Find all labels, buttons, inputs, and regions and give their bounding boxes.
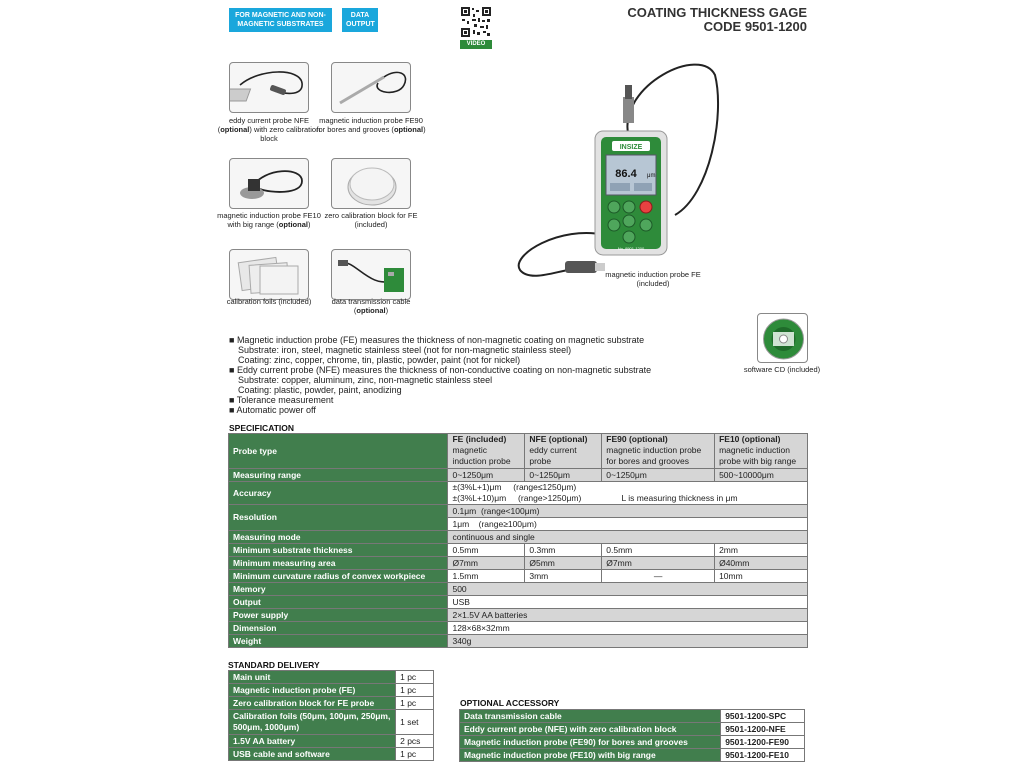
- spec-label: Accuracy: [229, 482, 448, 505]
- spec-cell: 0.1μm (range<100μm): [448, 505, 808, 518]
- spec-row-output: [229, 596, 808, 609]
- feature-list: [229, 335, 651, 415]
- spec-cell: 500: [448, 583, 808, 596]
- optional-row: [460, 749, 805, 762]
- spec-cell: 10mm: [715, 570, 808, 583]
- spec-row-measuring-range: [229, 469, 808, 482]
- spec-col-nfe: NFE (optional) eddy current probe: [525, 434, 602, 469]
- delivery-qty: 1 pc: [396, 684, 434, 697]
- spec-row-min-substrate: [229, 544, 808, 557]
- optional-item: Eddy current probe (NFE) with zero calibration block: [460, 723, 721, 736]
- delivery-item: Main unit: [229, 671, 396, 684]
- qr-code[interactable]: [460, 6, 492, 48]
- spec-cell: 0~1250μm: [602, 469, 715, 482]
- spec-row-min-area: [229, 557, 808, 570]
- software-cd-image: [757, 313, 808, 363]
- feature-subitem: Substrate: copper, aluminum, zinc, non-magnetic stainless steel: [238, 375, 493, 385]
- spec-label: Measuring range: [229, 469, 448, 482]
- spec-row-memory: [229, 583, 808, 596]
- spec-label: Output: [229, 596, 448, 609]
- fe10-probe-caption: magnetic induction probe FE10 with big range (optional): [217, 211, 321, 229]
- delivery-item: Magnetic induction probe (FE): [229, 684, 396, 697]
- spec-label: Minimum substrate thickness: [229, 544, 448, 557]
- delivery-row: [229, 710, 434, 735]
- delivery-row: [229, 748, 434, 761]
- optional-code: 9501-1200-SPC: [721, 710, 805, 723]
- delivery-qty: 1 pc: [396, 697, 434, 710]
- standard-delivery-heading: STANDARD DELIVERY: [228, 660, 320, 670]
- spec-cell: 0.5mm: [602, 544, 715, 557]
- software-cd-caption: software CD (included): [743, 365, 821, 374]
- delivery-qty: 1 pc: [396, 671, 434, 684]
- feature-subitem: Coating: zinc, copper, chrome, tin, plastic, powder, paint (not for nickel): [238, 355, 521, 365]
- spec-label: Memory: [229, 583, 448, 596]
- spec-cell: 3mm: [525, 570, 602, 583]
- spec-col-fe90: FE90 (optional) magnetic induction probe for bores and grooves: [602, 434, 715, 469]
- device-model: No. 9501-1200: [617, 246, 645, 251]
- delivery-qty: 2 pcs: [396, 735, 434, 748]
- delivery-item: Calibration foils (50μm, 100μm, 250μm, 500μm, 1000μm): [229, 710, 396, 735]
- delivery-qty: 1 set: [396, 710, 434, 735]
- delivery-item: Zero calibration block for FE probe: [229, 697, 396, 710]
- delivery-item: USB cable and software: [229, 748, 396, 761]
- spec-cell: 500~10000μm: [715, 469, 808, 482]
- product-code: CODE 9501-1200: [703, 19, 807, 34]
- spec-cell: Ø7mm: [448, 557, 525, 570]
- optional-accessory-table: [459, 709, 805, 762]
- calibration-block-image: [331, 158, 411, 209]
- spec-header-row: [229, 434, 808, 469]
- substrates-badge: FOR MAGNETIC AND NON-MAGNETIC SUBSTRATES: [229, 8, 332, 32]
- spec-row-min-curvature: [229, 570, 808, 583]
- device-brand: INSIZE: [619, 144, 643, 151]
- spec-row-accuracy: [229, 482, 808, 505]
- optional-row: [460, 723, 805, 736]
- spec-cell: 128×68×32mm: [448, 622, 808, 635]
- spec-row-measuring-mode: [229, 531, 808, 544]
- optional-item: Magnetic induction probe (FE10) with big range: [460, 749, 721, 762]
- calibration-foils-image: [229, 249, 309, 300]
- delivery-row: [229, 735, 434, 748]
- probe-type-label: Probe type: [229, 434, 448, 469]
- delivery-item: 1.5V AA battery: [229, 735, 396, 748]
- optional-row: [460, 736, 805, 749]
- feature-item: ■ Eddy current probe (NFE) measures the thickness of non-conductive coating on non-magnetic substrate: [229, 365, 652, 375]
- spec-cell: 0~1250μm: [448, 469, 525, 482]
- spec-row-dimension: [229, 622, 808, 635]
- delivery-row: [229, 697, 434, 710]
- qr-video-label: VIDEO: [460, 40, 492, 49]
- spec-col-fe10: FE10 (optional) magnetic induction probe with big range: [715, 434, 808, 469]
- spec-label: Dimension: [229, 622, 448, 635]
- spec-label: Weight: [229, 635, 448, 648]
- spec-cell: Ø7mm: [602, 557, 715, 570]
- spec-cell: 1.5mm: [448, 570, 525, 583]
- delivery-row: [229, 671, 434, 684]
- spec-cell: continuous and single: [448, 531, 808, 544]
- spec-row-resolution-1: [229, 505, 808, 518]
- feature-subitem: Substrate: iron, steel, magnetic stainless steel (not for non-magnetic stainless steel): [238, 345, 572, 355]
- delivery-qty: 1 pc: [396, 748, 434, 761]
- calibration-foils-caption: calibration foils (included): [226, 297, 312, 306]
- optional-row: [460, 710, 805, 723]
- data-cable-image: [331, 249, 411, 300]
- spec-cell: Ø5mm: [525, 557, 602, 570]
- page-title: COATING THICKNESS GAGE: [627, 5, 807, 20]
- optional-code: 9501-1200-NFE: [721, 723, 805, 736]
- spec-col-fe: FE (included) magnetic induction probe: [448, 434, 525, 469]
- optional-accessory-heading: OPTIONAL ACCESSORY: [460, 698, 560, 708]
- spec-cell: 1μm (range≥100μm): [448, 518, 808, 531]
- spec-row-weight: [229, 635, 808, 648]
- nfe-probe-caption: eddy current probe NFE (optional) with zero calibration block: [217, 116, 321, 143]
- delivery-row: [229, 684, 434, 697]
- gauge-device-image: [510, 55, 730, 295]
- spec-row-power: [229, 609, 808, 622]
- spec-label: Power supply: [229, 609, 448, 622]
- spec-cell: ±(3%L+1)μm (range≤1250μm) ±(3%L+10)μm (range>1250μm) L is measuring thickness in μm: [448, 482, 808, 505]
- standard-delivery-table: [228, 670, 434, 761]
- fe90-probe-image: [331, 62, 411, 113]
- spec-cell: Ø40mm: [715, 557, 808, 570]
- optional-item: Data transmission cable: [460, 710, 721, 723]
- fe-probe-caption: magnetic induction probe FE (included): [605, 270, 701, 288]
- calibration-block-caption: zero calibration block for FE (included): [324, 211, 418, 229]
- spec-cell: 0.5mm: [448, 544, 525, 557]
- spec-cell: USB: [448, 596, 808, 609]
- nfe-probe-image: [229, 62, 309, 113]
- specification-heading: SPECIFICATION: [229, 423, 295, 433]
- spec-cell: 2×1.5V AA batteries: [448, 609, 808, 622]
- feature-item: ■ Tolerance measurement: [229, 395, 334, 405]
- feature-item: ■ Automatic power off: [229, 405, 316, 415]
- optional-code: 9501-1200-FE90: [721, 736, 805, 749]
- spec-label: Minimum curvature radius of convex workpiece: [229, 570, 448, 583]
- device-unit: μm: [647, 173, 656, 179]
- spec-cell: —: [602, 570, 715, 583]
- spec-label: Resolution: [229, 505, 448, 531]
- optional-item: Magnetic induction probe (FE90) for bores and grooves: [460, 736, 721, 749]
- spec-label: Minimum measuring area: [229, 557, 448, 570]
- specification-table: [228, 433, 808, 648]
- optional-code: 9501-1200-FE10: [721, 749, 805, 762]
- data-cable-caption: data transmission cable (optional): [331, 297, 411, 315]
- spec-label: Measuring mode: [229, 531, 448, 544]
- spec-cell: 340g: [448, 635, 808, 648]
- device-reading: 86.4: [615, 168, 637, 180]
- spec-cell: 0.3mm: [525, 544, 602, 557]
- qr-code-icon: [460, 6, 492, 38]
- feature-subitem: Coating: plastic, powder, paint, anodizing: [238, 385, 402, 395]
- fe10-probe-image: [229, 158, 309, 209]
- spec-cell: 0~1250μm: [525, 469, 602, 482]
- fe90-probe-caption: magnetic induction probe FE90 for bores and grooves (optional): [316, 116, 426, 134]
- feature-item: ■ Magnetic induction probe (FE) measures the thickness of non-magnetic coating on magnetic substrate: [229, 335, 645, 345]
- data-output-badge: DATA OUTPUT: [342, 8, 378, 32]
- spec-cell: 2mm: [715, 544, 808, 557]
